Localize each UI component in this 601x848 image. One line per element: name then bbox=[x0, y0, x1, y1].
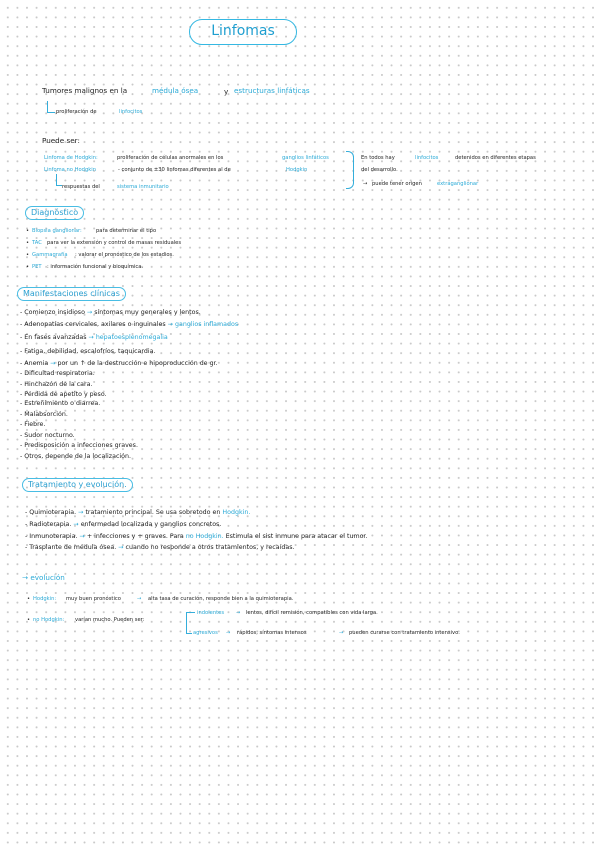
bullet: • bbox=[26, 240, 30, 246]
trat-line: - Radioterapia. → enfermedad localizada y ganglios concretos. bbox=[25, 521, 222, 528]
diag-item-v: : información funcional y bioquímica. bbox=[47, 264, 144, 270]
bullet: • bbox=[26, 252, 30, 258]
trat-text: tratamiento principal. Se usa sobretodo en bbox=[85, 509, 221, 516]
manif-line: - Sudor nocturno. bbox=[20, 432, 75, 439]
manif-line: - Anemia → por un ↑ de la destrucción e hipoproducción de gr. bbox=[20, 360, 218, 367]
hodgkin-blue: ganglios linfáticos bbox=[282, 155, 329, 161]
branch-line bbox=[186, 612, 187, 634]
manif-line: - Predisposición a infecciones graves. bbox=[20, 442, 138, 449]
trat-text: + infecciones y + graves. Para bbox=[86, 533, 184, 540]
manif-text: Pérdida de apetito y peso. bbox=[24, 391, 107, 398]
right-text-3: puede tener origen bbox=[372, 181, 422, 187]
right-text-1: En todos hay bbox=[361, 155, 395, 161]
nohodgkin-label: Linfoma no Hodgkin bbox=[44, 167, 97, 173]
intro-estructuras: estructuras linfáticas bbox=[234, 86, 310, 95]
manif-line: - Fatiga, debilidad, escalofríos, taquicardia. bbox=[20, 348, 156, 355]
manif-text: Estreñimiento o diarrea. bbox=[24, 400, 101, 407]
evol-agresivos-text2: pueden curarse con tratamiento intensivo. bbox=[349, 630, 460, 636]
branch-line bbox=[186, 633, 192, 634]
trat-line: - Inmunoterapia. → + infecciones y + graves. Para no Hodgkin. Estimula el sist inmune para atacar el tumor. bbox=[25, 533, 368, 540]
manif-line: - Pérdida de apetito y peso. bbox=[20, 391, 107, 398]
trat-text: no Hodgkin. bbox=[185, 533, 224, 540]
trat-line: - Trasplante de médula ósea. → cuando no responde a otros tratamientos, y recaídas. bbox=[25, 544, 295, 551]
trat-text: Trasplante de médula ósea. bbox=[29, 544, 117, 551]
manif-line: - Estreñimiento o diarrea. bbox=[20, 400, 101, 407]
bullet: • bbox=[27, 617, 31, 623]
arrow-icon: → bbox=[339, 630, 344, 636]
manif-text: ganglios inflamados bbox=[175, 321, 239, 328]
trat-text: Hodgkin. bbox=[222, 509, 251, 516]
hodgkin-text: proliferación de células anormales en los bbox=[117, 155, 224, 161]
intro-prolif-value: linfocitos bbox=[119, 109, 143, 115]
evolucion-heading: → evolución bbox=[22, 573, 65, 582]
arrow-icon: → bbox=[236, 610, 241, 616]
manifestaciones-heading: Manifestaciones clínicas bbox=[17, 287, 126, 301]
connector-hook bbox=[47, 101, 55, 113]
manif-text: Hinchazón de la cara. bbox=[24, 381, 93, 388]
tratamiento-heading: Tratamiento y evolución. bbox=[22, 478, 133, 492]
evol-agresivos-text: rápidos, síntomas intensos bbox=[237, 630, 307, 636]
manif-line: - Adenopatías cervicales, axilares o inguinales → ganglios inflamados bbox=[20, 321, 239, 328]
diag-item-k: Biopsia ganglionar: bbox=[32, 228, 82, 234]
right-text-3b: extraganglionar bbox=[437, 181, 479, 187]
tipos-heading: Puede ser: bbox=[42, 136, 80, 145]
trat-text: Radioterapia. bbox=[29, 521, 72, 528]
manif-line: - Comienzo insidioso → síntomas muy generales y lentos. bbox=[20, 309, 201, 316]
right-text-1b: linfocitos bbox=[415, 155, 439, 161]
nohodgkin-text: - conjunto de ±30 linfomas diferentes al de bbox=[118, 167, 231, 173]
manif-line: - Dificultad respiratoria. bbox=[20, 370, 95, 377]
trat-line: - Quimioterapia. → tratamiento principal. Se usa sobretodo en Hodgkin. bbox=[25, 509, 251, 516]
manif-text: Sudor nocturno. bbox=[24, 432, 75, 439]
diag-item-k: TAC bbox=[32, 240, 42, 246]
trat-text: Estimula el sist inmune para atacar el tumor. bbox=[225, 533, 368, 540]
diag-item-k: PET bbox=[32, 264, 42, 270]
manif-line: - Malabsorción. bbox=[20, 411, 68, 418]
brace bbox=[346, 151, 354, 189]
right-text-1c: detenidos en diferentes etapas bbox=[455, 155, 536, 161]
bullet: • bbox=[27, 596, 31, 602]
manif-text: Predisposición a infecciones graves. bbox=[24, 442, 138, 449]
sistema-text: sistema inmunitario bbox=[117, 184, 169, 190]
arrow-icon: → bbox=[226, 630, 231, 636]
evol-indolentes: indolentes bbox=[197, 610, 225, 616]
intro-medula: médula ósea bbox=[152, 86, 199, 95]
trat-text: Quimioterapia. bbox=[29, 509, 77, 516]
trat-text: cuando no responde a otros tratamientos, y recaídas. bbox=[125, 544, 295, 551]
intro-y: y bbox=[224, 87, 229, 96]
manif-line: - Otros, depende de la localización. bbox=[20, 453, 132, 460]
manif-text: síntomas muy generales y lentos. bbox=[94, 309, 201, 316]
trat-text: Inmunoterapia. bbox=[29, 533, 78, 540]
respuesta-text: respuestas del bbox=[62, 184, 100, 190]
manif-line: - Fiebre. bbox=[20, 421, 46, 428]
evolucion-heading-text: evolución bbox=[30, 573, 65, 582]
manif-line: - En fases avanzadas → hepatoesplenomegalia bbox=[20, 334, 168, 341]
evol-indolentes-text: lentos, difícil remisión, compatibles con vida larga. bbox=[246, 610, 378, 616]
diagnostico-heading: Diagnóstico bbox=[25, 206, 84, 220]
manif-text: Fiebre. bbox=[24, 421, 46, 428]
manif-text: Anemia bbox=[24, 360, 49, 367]
manif-text: Otros, depende de la localización. bbox=[24, 453, 132, 460]
evol-hodgkin-text: muy buen pronóstico bbox=[66, 596, 121, 602]
manif-text: Adenopatías cervicales, axilares o inguinales bbox=[24, 321, 166, 328]
manif-text: Malabsorción. bbox=[24, 411, 68, 418]
manif-text: En fases avanzadas bbox=[24, 334, 87, 341]
evol-agresivos: agresivos bbox=[193, 630, 218, 636]
manif-line: - Hinchazón de la cara. bbox=[20, 381, 93, 388]
arrow-icon: → bbox=[363, 181, 368, 187]
hodgkin-label: Linfoma de Hodgkin: bbox=[44, 155, 98, 161]
bullet: • bbox=[26, 264, 30, 270]
manif-text: Fatiga, debilidad, escalofríos, taquicardia. bbox=[24, 348, 156, 355]
manif-text: Dificultad respiratoria. bbox=[24, 370, 95, 377]
evol-nohodgkin-label: no Hodgkin: bbox=[33, 617, 65, 623]
manif-text: Comienzo insidioso bbox=[24, 309, 85, 316]
evol-hodgkin-text2: alta tasa de curación, responde bien a la quimioterapia. bbox=[148, 596, 294, 602]
manif-text: por un ↑ de la destrucción e hipoproducción de gr. bbox=[57, 360, 218, 367]
diag-item-v: para determinar el tipo bbox=[96, 228, 157, 234]
page-title: Linfomas bbox=[189, 19, 297, 45]
diag-item-k: Gammagrafía bbox=[32, 252, 68, 258]
diag-item-v: : valorar el pronóstico de los estadios. bbox=[75, 252, 174, 258]
bullet: • bbox=[26, 228, 30, 234]
diag-item-v: para ver la extensión y control de masas residuales bbox=[47, 240, 182, 246]
trat-text: enfermedad localizada y ganglios concretos. bbox=[80, 521, 222, 528]
intro-text: Tumores malignos en la bbox=[42, 86, 128, 95]
intro-prolif-label: proliferación de bbox=[56, 109, 97, 115]
evol-nohodgkin-text: varían mucho. Pueden ser: bbox=[75, 617, 145, 623]
branch-line bbox=[186, 612, 195, 613]
evol-hodgkin-label: Hodgkin: bbox=[33, 596, 57, 602]
right-text-2: del desarrollo. bbox=[361, 167, 398, 173]
arrow-icon: → bbox=[137, 596, 142, 602]
nohodgkin-blue: Hodgkin bbox=[286, 167, 308, 173]
manif-text: hepatoesplenomegalia bbox=[95, 334, 168, 341]
